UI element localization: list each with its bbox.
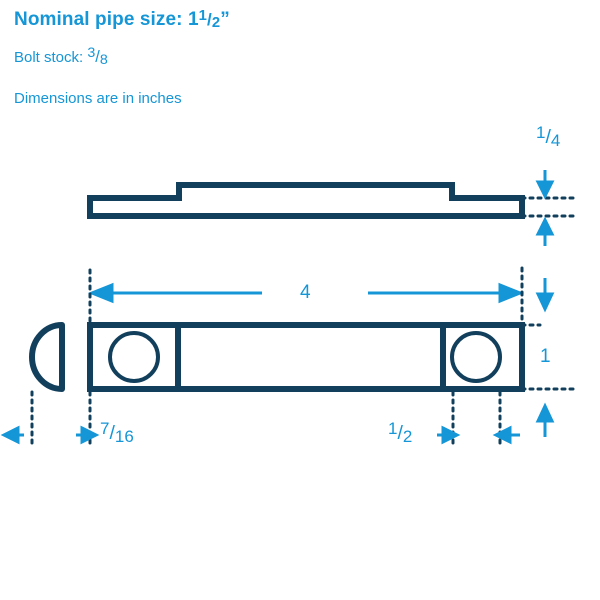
dotted-extension-line <box>522 198 578 216</box>
end-offset-dimension-label <box>100 418 134 446</box>
end-offset-dimension-arrows <box>4 428 96 442</box>
thickness-dimension-label <box>536 122 561 150</box>
height-dimension-label: 1 <box>540 346 551 367</box>
end-offset-fraction: 7/16 <box>100 418 134 446</box>
bolt-stock-fraction: 3/8 <box>87 45 108 69</box>
bolt-stock-label: Bolt stock: <box>14 49 88 66</box>
thickness-fraction: 1/4 <box>536 122 561 150</box>
fraction-slash: / <box>109 422 115 444</box>
thickness-dimension-arrows <box>538 170 552 246</box>
fraction-slash: / <box>397 422 403 444</box>
hole-offset-fraction: 1/2 <box>388 418 413 446</box>
hole-offset-dimension-arrows <box>437 428 520 442</box>
page-title-fraction: 1/2 <box>198 8 221 32</box>
fraction-slash: / <box>545 126 551 148</box>
top-view-profile <box>90 185 522 216</box>
page-title-suffix: ” <box>220 9 230 30</box>
end-cap-profile <box>32 325 62 389</box>
page-title-prefix: Nominal pipe size: <box>14 9 188 30</box>
units-note: Dimensions are in inches <box>14 90 182 107</box>
page-title-whole: 1 <box>188 9 199 30</box>
front-view-body <box>90 325 522 389</box>
fraction-slash: / <box>207 10 212 29</box>
fraction-slash: / <box>95 48 100 66</box>
hole-offset-dimension-label <box>388 418 413 446</box>
length-dimension-label: 4 <box>300 282 311 303</box>
